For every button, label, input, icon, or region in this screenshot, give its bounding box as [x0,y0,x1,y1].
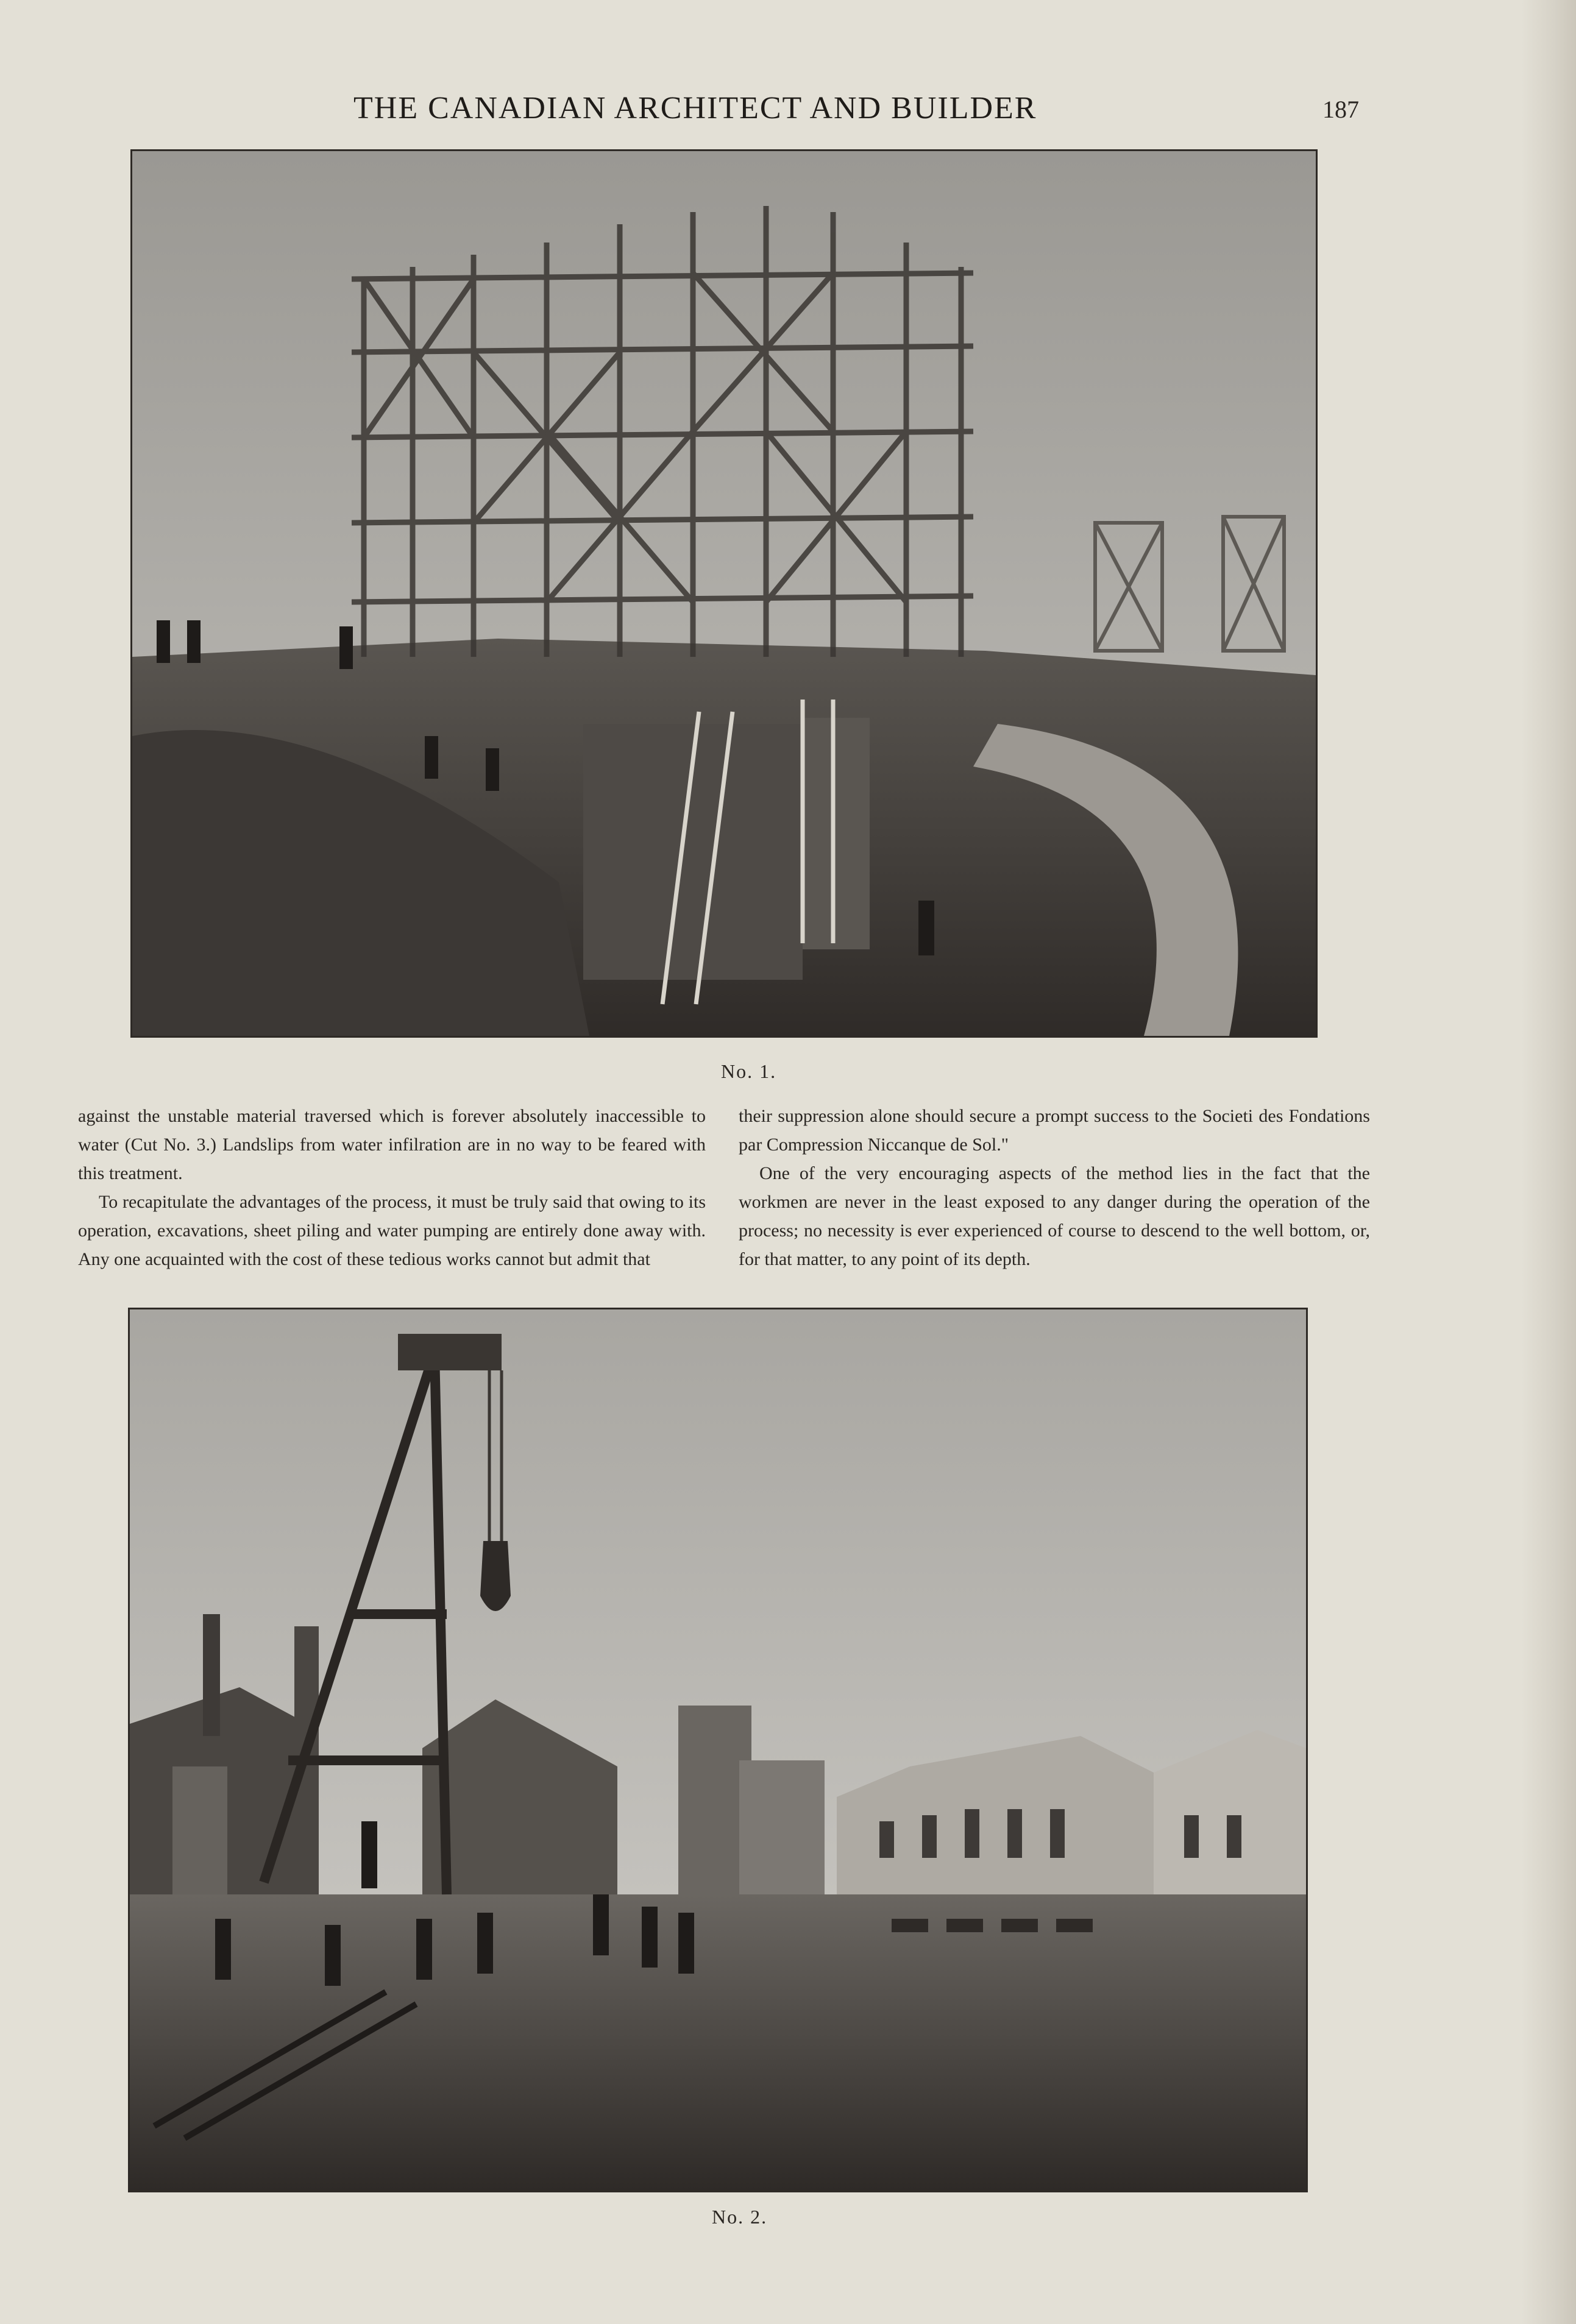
figure-caption-2: No. 2. [712,2206,768,2228]
text-column-left [78,1102,706,1274]
page-number: 187 [1322,96,1359,123]
text-column-right [739,1102,1370,1274]
photo-construction-scaffolding [130,149,1318,1038]
paragraph: their suppression alone should secure a prompt success to the Societi des Fondations par Compression Niccanque de Sol." [739,1106,1370,1155]
page-gutter-shadow [1521,0,1576,2324]
paragraph: To recapitulate the advantages of the process, it must be truly said that owing to its operation, excavations, sheet piling and water pumping are entirely done away with. Any one acquainted with the cost of these tedious works cannot but admit that [78,1192,706,1269]
running-title: THE CANADIAN ARCHITECT AND BUILDER [353,91,1037,126]
paragraph: One of the very encouraging aspects of the method lies in the fact that the workmen are never in the least exposed to any danger during the operation of the process; no necessity is ever experienced of course to descend to the well bottom, or, for that matter, to any point of its depth. [739,1163,1370,1269]
paragraph: against the unstable material traversed which is forever absolutely inaccessible to water (Cut No. 3.) Landslips from water infilration are in no way to be feared with this treatment. [78,1106,706,1183]
scaffolding-photo-illustration [132,151,1316,1036]
photo-pile-driver-site [128,1308,1308,2192]
pile-driver-photo-illustration [130,1309,1306,2191]
figure-caption-1: No. 1. [721,1060,777,1082]
